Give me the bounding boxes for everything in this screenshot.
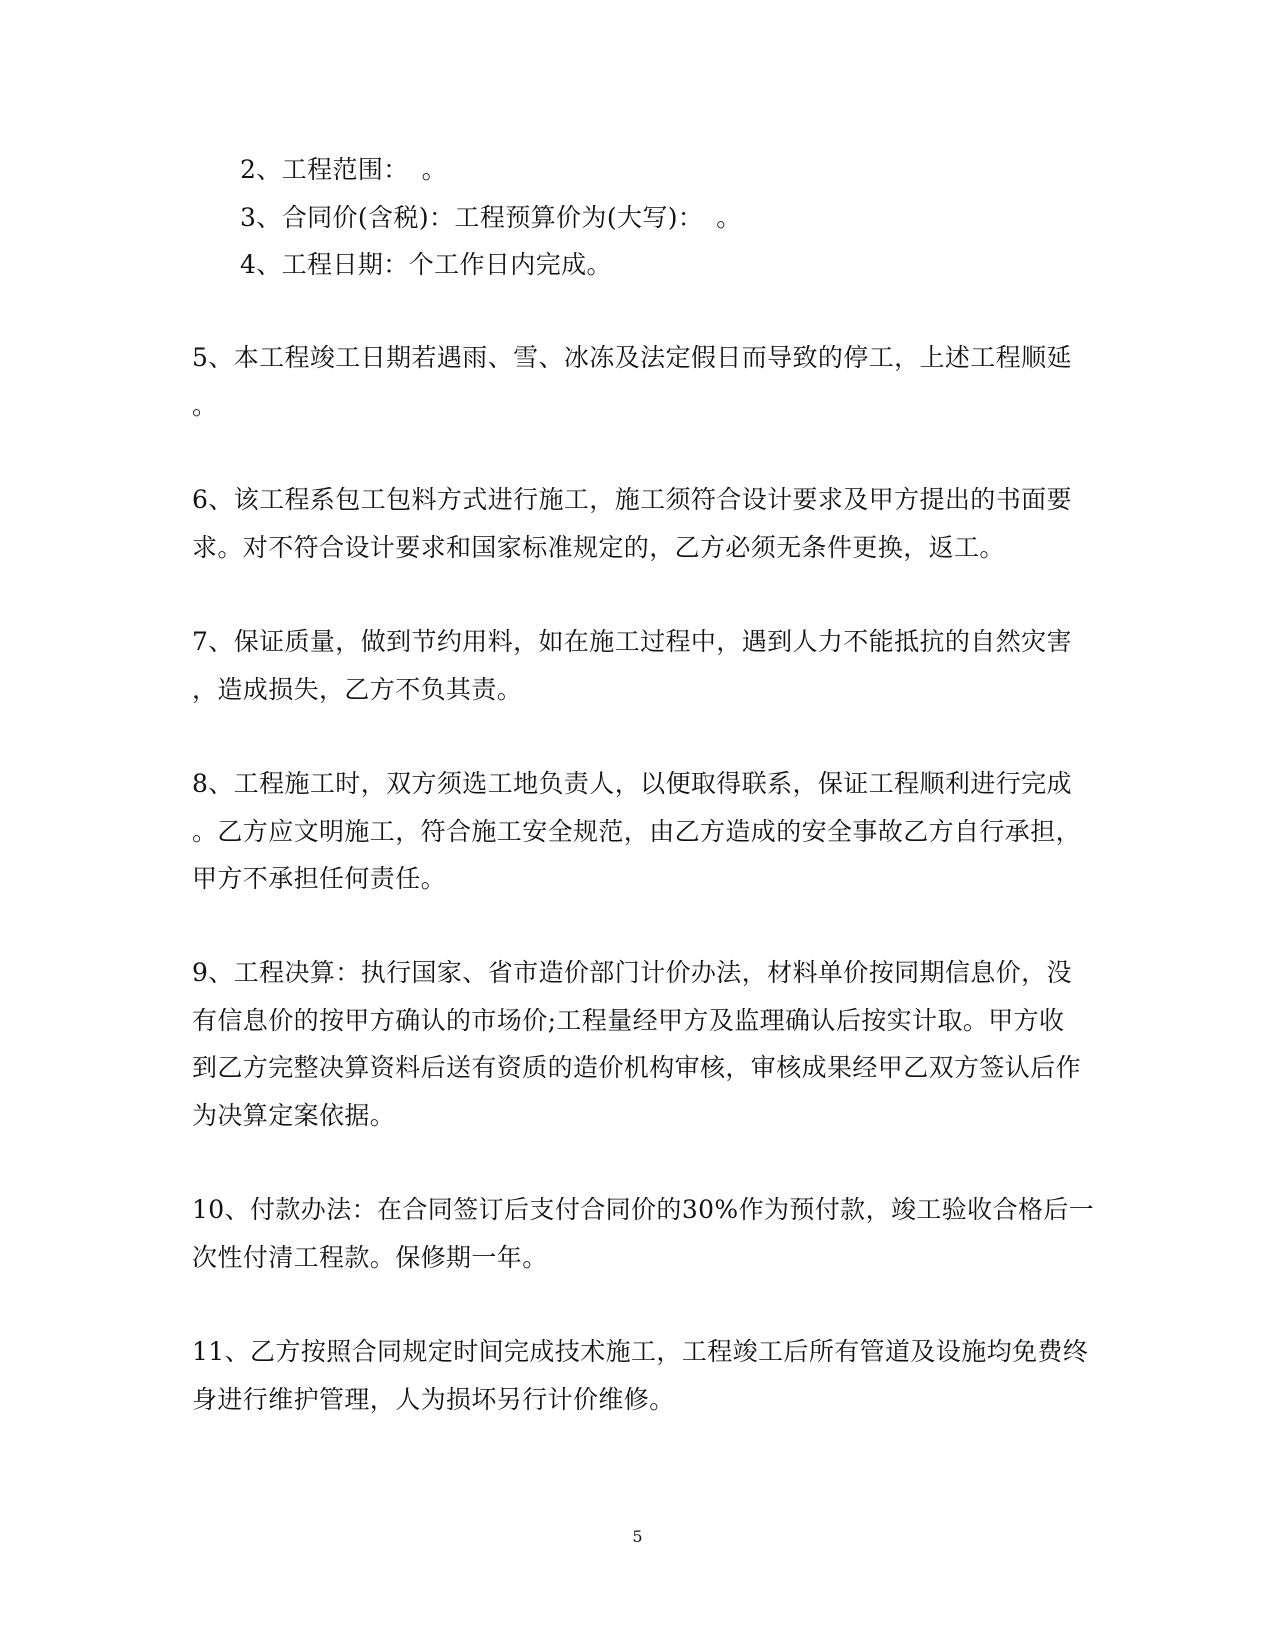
clause-8-line-2: 。乙方应文明施工，符合施工安全规范，由乙方造成的安全事故乙方自行承担， (192, 817, 1082, 846)
clause-7-line-1: 7、保证质量，做到节约用料，如在施工过程中，遇到人力不能抵抗的自然灾害 (192, 627, 1072, 656)
clause-9-line-1: 9、工程决算：执行国家、省市造价部门计价办法，材料单价按同期信息价，没 (192, 958, 1072, 987)
clause-8-line-1: 8、工程施工时，双方须选工地负责人，以便取得联系，保证工程顺利进行完成 (192, 769, 1072, 798)
clause-11-line-1: 11、乙方按照合同规定时间完成技术施工，工程竣工后所有管道及设施均免费终 (192, 1337, 1089, 1366)
clause-10-line-2: 次性付清工程款。保修期一年。 (192, 1243, 548, 1272)
clause-6-line-2: 求。对不符合设计要求和国家标准规定的，乙方必须无条件更换，返工。 (192, 533, 1005, 562)
clause-2-line: 2、工程范围： 。 (240, 155, 448, 184)
clause-9-line-3: 到乙方完整决算资料后送有资质的造价机构审核，审核成果经甲乙双方签认后作 (192, 1053, 1082, 1082)
clause-9-line-2: 有信息价的按甲方确认的市场价;工程量经甲方及监理确认后按实计取。甲方收 (192, 1006, 1065, 1035)
clause-5-line-1: 5、本工程竣工日期若遇雨、雪、冰冻及法定假日而导致的停工，上述工程顺延 (192, 343, 1072, 372)
clause-7-line-2: ，造成损失，乙方不负其责。 (192, 675, 523, 704)
clause-6-line-1: 6、该工程系包工包料方式进行施工，施工须符合设计要求及甲方提出的书面要 (192, 485, 1072, 514)
clause-3-line: 3、合同价(含税)：工程预算价为(大写)： 。 (240, 203, 742, 232)
clause-9-line-4: 为决算定案依据。 (192, 1101, 396, 1130)
page-number: 5 (632, 1527, 643, 1546)
clause-8-line-3: 甲方不承担任何责任。 (192, 864, 447, 893)
clause-11-line-2: 身进行维护管理，人为损坏另行计价维修。 (192, 1385, 675, 1414)
clause-10-line-1: 10、付款办法：在合同签订后支付合同价的30%作为预付款，竣工验收合格后一 (192, 1195, 1095, 1224)
clause-4-line: 4、工程日期：个工作日内完成。 (240, 250, 612, 279)
clause-5-line-2: 。 (192, 391, 218, 420)
